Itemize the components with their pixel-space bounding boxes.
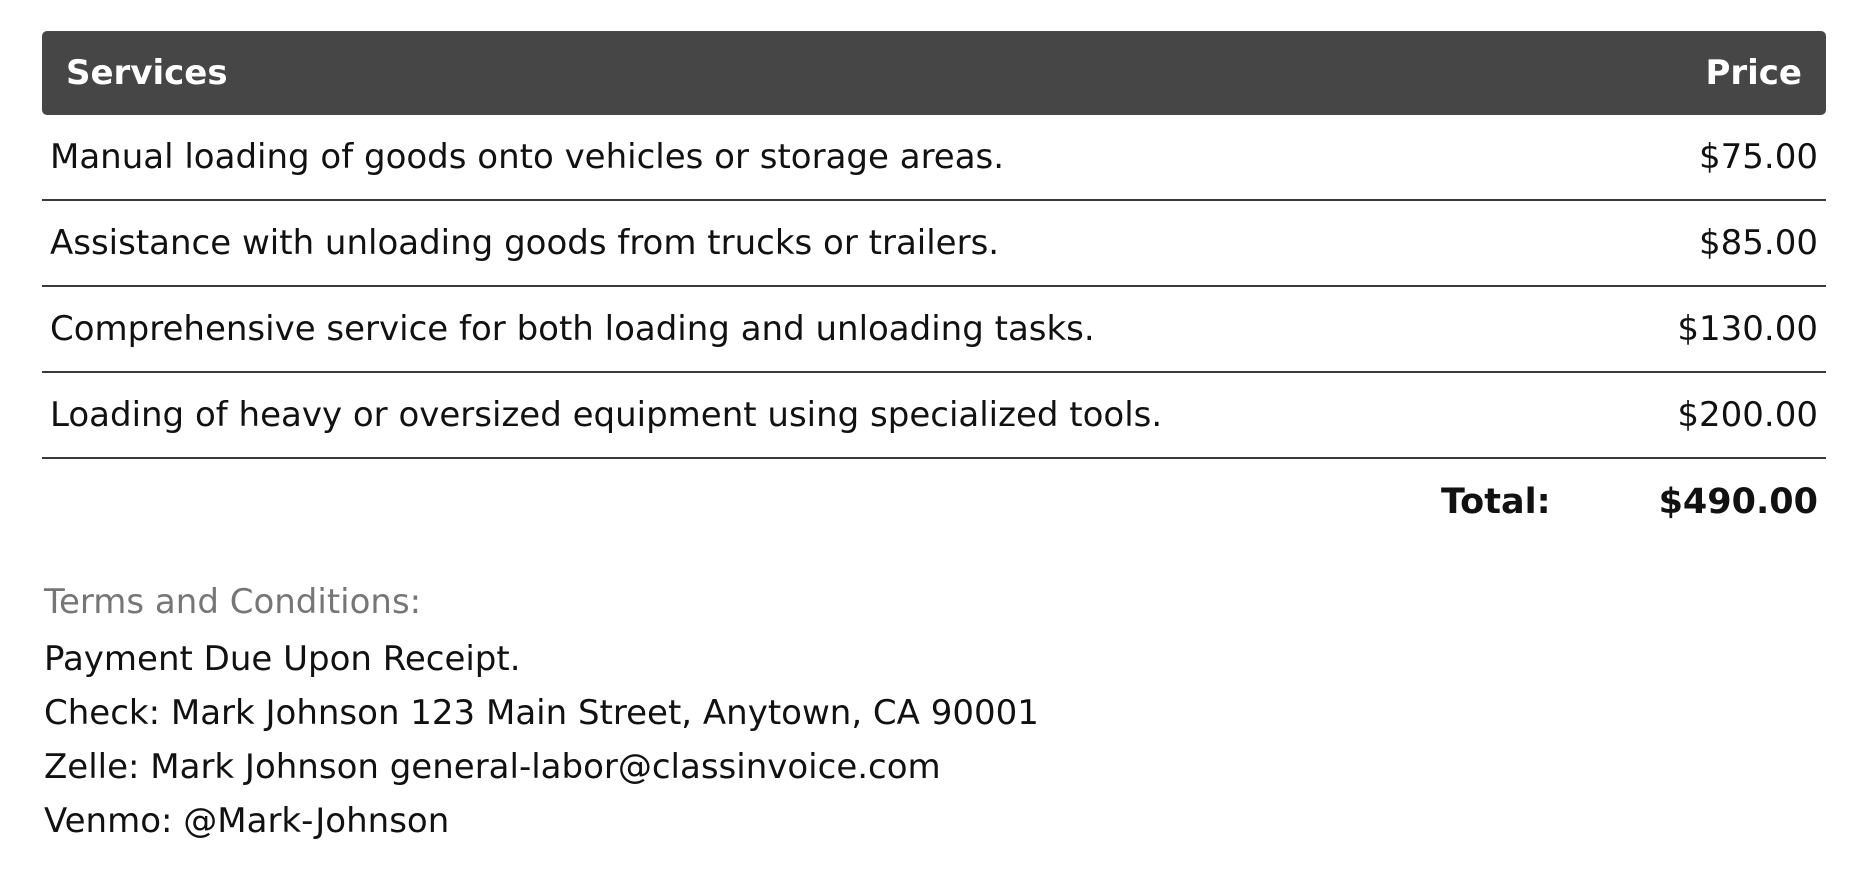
- terms-section: [44, 580, 1039, 850]
- service-description: Loading of heavy or oversized equipment using specialized tools.: [50, 395, 1163, 435]
- services-table: [42, 31, 1826, 545]
- terms-line-payment: Payment Due Upon Receipt.: [44, 639, 521, 679]
- terms-line-zelle: Zelle: Mark Johnson general-labor@classinvoice.com: [44, 747, 941, 787]
- total-row: [42, 459, 1826, 545]
- total-value: $490.00: [1658, 482, 1818, 522]
- services-column-header: Services: [66, 53, 228, 93]
- service-description: Manual loading of goods onto vehicles or storage areas.: [50, 137, 1005, 177]
- terms-line-venmo: Venmo: @Mark-Johnson: [44, 801, 450, 841]
- price-column-header: Price: [1705, 53, 1802, 93]
- service-description: Assistance with unloading goods from trucks or trailers.: [50, 223, 1000, 263]
- service-price: $130.00: [1677, 309, 1818, 349]
- total-label: Total:: [1440, 482, 1551, 522]
- service-price: $85.00: [1699, 223, 1818, 263]
- service-description: Comprehensive service for both loading and unloading tasks.: [50, 309, 1095, 349]
- table-header: [42, 31, 1826, 115]
- terms-line-check: Check: Mark Johnson 123 Main Street, Anytown, CA 90001: [44, 693, 1039, 733]
- terms-title: Terms and Conditions:: [44, 582, 422, 622]
- table-row: [42, 287, 1826, 373]
- table-row: [42, 373, 1826, 459]
- table-row: [42, 115, 1826, 201]
- table-row: [42, 201, 1826, 287]
- service-price: $200.00: [1677, 395, 1818, 435]
- service-price: $75.00: [1699, 137, 1818, 177]
